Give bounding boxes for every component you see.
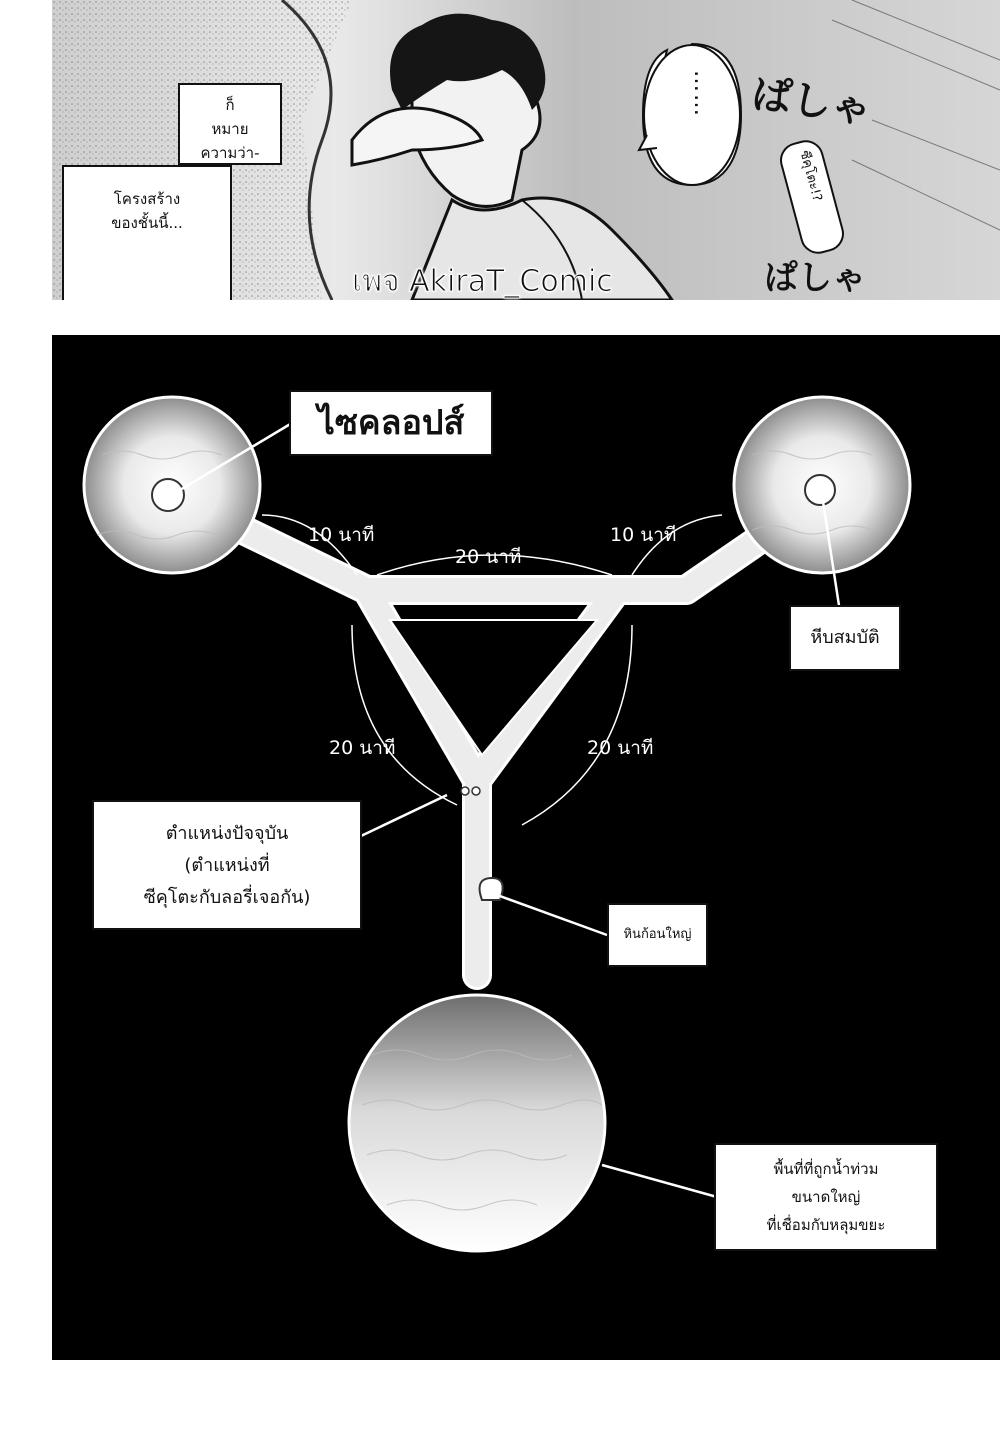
current-position-label: ตำแหน่งปัจจุบัน (ตำแหน่งที่ ซีคุโตะกับลอรี่เจอกัน) <box>92 800 362 930</box>
dungeon-map-panel <box>52 335 1000 1360</box>
sound-effect-top: ぱしゃ <box>748 69 875 134</box>
sound-effect-bottom: ぱしゃ <box>764 258 866 298</box>
time-label-right-short: 10 นาที <box>610 524 677 546</box>
time-label-right-long: 20 นาที <box>587 737 654 759</box>
time-label-left-short: 10 นาที <box>308 524 375 546</box>
cyclops-label: ไซคลอปส์ <box>289 390 493 456</box>
top-comic-panel <box>52 0 1000 300</box>
time-label-left-long: 20 นาที <box>329 737 396 759</box>
treasure-chest-marker <box>805 475 835 505</box>
caption-box-upper: ก็ หมาย ความว่า- <box>178 83 282 165</box>
cyclops-marker <box>152 479 184 511</box>
caption-box-lower: โครงสร้าง ของชั้นนี้... <box>62 165 232 300</box>
speech-bubble-text: …… <box>689 70 714 118</box>
flooded-area-room <box>349 995 605 1251</box>
treasure-chest-label: หีบสมบัติ <box>789 605 901 671</box>
big-rock-label: หินก้อนใหญ่ <box>607 903 708 967</box>
flooded-area-label: พื้นที่ที่ถูกน้ำท่วม ขนาดใหญ่ ที่เชื่อมกับหลุมขยะ <box>714 1143 938 1251</box>
time-label-top: 20 นาที <box>455 546 522 568</box>
side-exclaim-text: ซีคุโตะ!? <box>796 148 825 204</box>
watermark-text: เพจ AkiraT_Comic <box>352 264 613 299</box>
